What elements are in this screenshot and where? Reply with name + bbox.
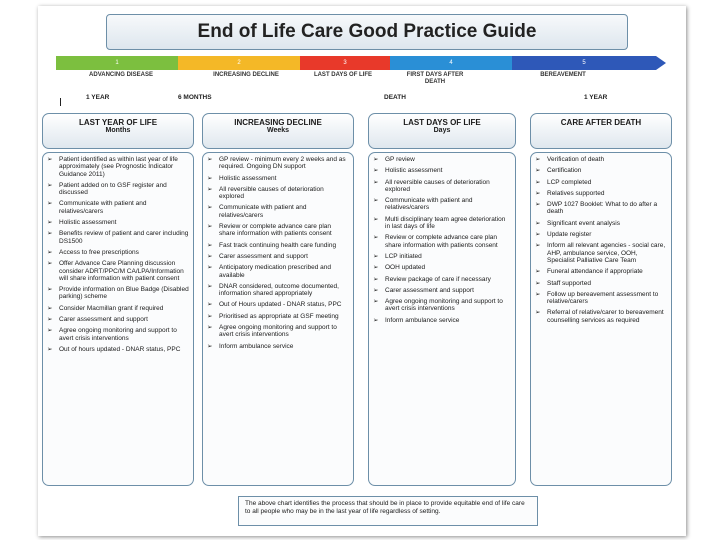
list-item: ➢ Certification bbox=[535, 167, 667, 174]
list-item: ➢ All reversible causes of deterioration explored bbox=[373, 179, 511, 194]
column-title: LAST YEAR OF LIFE bbox=[78, 118, 158, 127]
item-list bbox=[47, 156, 189, 353]
tick-6-months: 6 MONTHS bbox=[178, 94, 212, 101]
list-item: ➢ Communicate with patient and relatives/carers bbox=[373, 197, 511, 212]
list-item: ➢ GP review - minimum every 2 weeks and as required. Ongoing DN support bbox=[207, 156, 349, 171]
tick-mark bbox=[60, 98, 61, 106]
column-title: INCREASING DECLINE bbox=[234, 118, 322, 127]
list-item: ➢ Funeral attendance if appropriate bbox=[535, 268, 667, 275]
tick-1-year: 1 YEAR bbox=[86, 94, 110, 101]
list-item: ➢ Carer assessment and support bbox=[207, 253, 349, 260]
list-item: ➢ All reversible causes of deterioration explored bbox=[207, 186, 349, 201]
timeline-segment-3: 3 bbox=[300, 56, 390, 70]
list-item: ➢ Patient identified as within last year of life approximately (see Prognostic Indicator Guidance 2011) bbox=[47, 156, 189, 178]
list-item: ➢ DNAR considered, outcome documented, information shared appropriately bbox=[207, 283, 349, 298]
timeline-bar bbox=[56, 56, 666, 70]
list-item: ➢ Update register bbox=[535, 231, 667, 238]
list-item: ➢ OOH updated bbox=[373, 264, 511, 271]
list-item: ➢ Review or complete advance care plan share information with patients consent bbox=[373, 234, 511, 249]
list-item: ➢ Agree ongoing monitoring and support to avert crisis interventions bbox=[373, 298, 511, 313]
list-item: ➢ Inform ambulance service bbox=[373, 317, 511, 324]
footer-note: The above chart identifies the process that should be in place to provide equitable end of life care to all people who may be in the last year of life regardless of setting. bbox=[238, 496, 538, 526]
item-list bbox=[373, 156, 511, 324]
list-item: ➢ Multi disciplinary team agree deterioration in last days of life bbox=[373, 216, 511, 231]
timeline-arrow-icon bbox=[656, 56, 666, 70]
column-title: CARE AFTER DEATH bbox=[560, 118, 642, 127]
list-item: ➢ Provide information on Blue Badge (Disabled parking) scheme bbox=[47, 286, 189, 301]
list-item: ➢ Review package of care if necessary bbox=[373, 276, 511, 283]
list-item: ➢ Communicate with patient and relatives/carers bbox=[47, 200, 189, 215]
timeline-segment-1: 1 bbox=[56, 56, 178, 70]
tick-1-year-after: 1 YEAR bbox=[584, 94, 608, 101]
list-item: ➢ Anticipatory medication prescribed and available bbox=[207, 264, 349, 279]
list-item: ➢ Out of Hours updated - DNAR status, PPC bbox=[207, 301, 349, 308]
column-last-days bbox=[368, 152, 516, 486]
page-title: End of Life Care Good Practice Guide bbox=[106, 14, 628, 50]
list-item: ➢ Communicate with patient and relatives/carers bbox=[207, 204, 349, 219]
timeline-segment-5: 5 bbox=[512, 56, 656, 70]
list-item: ➢ Review or complete advance care plan share information with patients consent bbox=[207, 223, 349, 238]
list-item: ➢ Holistic assessment bbox=[47, 219, 189, 226]
column-header-care-after-death bbox=[530, 113, 672, 149]
list-item: ➢ LCP completed bbox=[535, 179, 667, 186]
list-item: ➢ GP review bbox=[373, 156, 511, 163]
list-item: ➢ Fast track continuing health care funding bbox=[207, 242, 349, 249]
stage-increasing-decline: INCREASING DECLINE bbox=[213, 72, 279, 78]
list-item: ➢ Referral of relative/carer to bereavement counselling services as required bbox=[535, 309, 667, 324]
list-item: ➢ Agree ongoing monitoring and support to avert crisis interventions bbox=[47, 327, 189, 342]
list-item: ➢ Significant event analysis bbox=[535, 220, 667, 227]
list-item: ➢ LCP initiated bbox=[373, 253, 511, 260]
column-header-last-days bbox=[368, 113, 516, 149]
list-item: ➢ Carer assessment and support bbox=[47, 316, 189, 323]
list-item: ➢ Verification of death bbox=[535, 156, 667, 163]
list-item: ➢ Relatives supported bbox=[535, 190, 667, 197]
column-care-after-death bbox=[530, 152, 672, 486]
list-item: ➢ Consider Macmillan grant if required bbox=[47, 305, 189, 312]
column-subtitle: Months bbox=[105, 127, 131, 134]
list-item: ➢ Out of hours updated - DNAR status, PPC bbox=[47, 346, 189, 353]
list-item: ➢ Prioritised as appropriate at GSF meeting bbox=[207, 313, 349, 320]
stage-last-days: LAST DAYS OF LIFE bbox=[313, 72, 373, 78]
list-item: ➢ Follow up bereavement assessment to relative/carers bbox=[535, 291, 667, 306]
list-item: ➢ Access to free prescriptions bbox=[47, 249, 189, 256]
column-increasing-decline bbox=[202, 152, 354, 486]
list-item: ➢ Holistic assessment bbox=[207, 175, 349, 182]
column-title: LAST DAYS OF LIFE bbox=[403, 118, 481, 127]
list-item: ➢ Inform all relevant agencies - social care, AHP, ambulance service, OOH, Specialist Palliative Care Team bbox=[535, 242, 667, 264]
item-list bbox=[535, 156, 667, 324]
guide-document bbox=[38, 6, 686, 536]
list-item: ➢ Staff supported bbox=[535, 280, 667, 287]
list-item: ➢ Holistic assessment bbox=[373, 167, 511, 174]
list-item: ➢ DWP 1027 Booklet: What to do after a death bbox=[535, 201, 667, 216]
column-header-increasing-decline bbox=[202, 113, 354, 149]
column-subtitle: Days bbox=[433, 127, 451, 134]
stage-first-days-after-death: FIRST DAYS AFTER DEATH bbox=[406, 72, 464, 85]
stage-bereavement: BEREAVEMENT bbox=[540, 72, 586, 78]
list-item: ➢ Benefits review of patient and carer including DS1500 bbox=[47, 230, 189, 245]
list-item: ➢ Agree ongoing monitoring and support to avert crisis interventions bbox=[207, 324, 349, 339]
list-item: ➢ Inform ambulance service bbox=[207, 343, 349, 350]
list-item: ➢ Patient added on to GSF register and discussed bbox=[47, 182, 189, 197]
stage-advancing-disease: ADVANCING DISEASE bbox=[89, 72, 153, 78]
column-header-last-year bbox=[42, 113, 194, 149]
timeline-segment-4: 4 bbox=[390, 56, 512, 70]
list-item: ➢ Offer Advance Care Planning discussion consider ADRT/PPC/M CA/LPA/Information will share information with patient consent bbox=[47, 260, 189, 282]
column-last-year bbox=[42, 152, 194, 486]
timeline-segment-2: 2 bbox=[178, 56, 300, 70]
item-list bbox=[207, 156, 349, 350]
list-item: ➢ Carer assessment and support bbox=[373, 287, 511, 294]
tick-death: DEATH bbox=[384, 94, 406, 101]
column-subtitle: Weeks bbox=[266, 127, 290, 134]
